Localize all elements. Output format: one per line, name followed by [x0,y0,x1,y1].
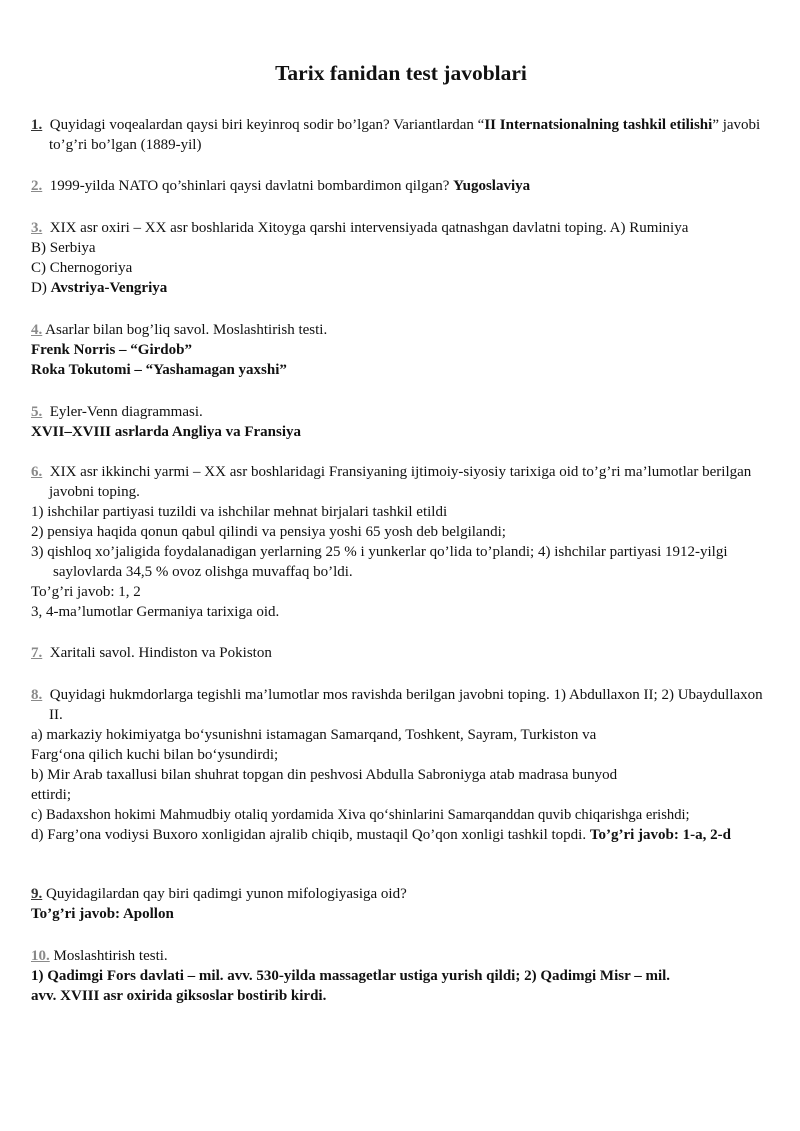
option-c: C) Chernogoriya [31,260,133,276]
question-text: Moslashtirish testi. [49,948,168,964]
option-d-label: D) [31,280,51,296]
answer-bold: II Internatsionalning tashkil etilishi [484,117,713,133]
question-text: 1999-yilda NATO qo’shinlari qaysi davlatni bombardimon qilgan? [49,178,454,194]
question-number: 8. [31,687,43,703]
question-number: 9. [31,886,43,902]
answer-line: To’g’ri javob: Apollon [31,906,174,922]
question-text: Xaritali savol. Hindiston va Pokiston [49,645,272,661]
question-8 [31,685,771,845]
option-d-text: d) Farg’ona vodiysi Buxoro xonligidan ajralib chiqib, mustaqil Qo’qon xonligi tashkil topdi. [31,827,590,843]
question-10 [31,946,691,1006]
question-text: Quyidagi hukmdorlarga tegishli ma’lumotlar mos ravishda berilgan javobni toping. 1) Abdullaxon II; 2) Ubaydullaxon II. [49,687,763,723]
answer-bold: To’g’ri javob: 1-a, 2-d [589,827,731,843]
answer-bold: Yugoslaviya [453,178,531,194]
question-text: Quyidagi voqealardan qaysi biri keyinroq sodir bo’lgan? Variantlardan “ [49,117,485,133]
question-9 [31,884,771,924]
question-text: XIX asr ikkinchi yarmi – XX asr boshlaridagi Fransiyaning ijtimoiy-siyosiy tarixiga oid to’g’ri ma’lumotlar berilgan javobni toping. [49,464,752,500]
question-text: Eyler-Venn diagrammasi. [49,404,203,420]
question-text: Asarlar bilan bog’liq savol. Moslashtirish testi. [42,322,328,338]
question-number: 7. [31,645,43,661]
answer-line: 1) Qadimgi Fors davlati – mil. avv. 530-yilda massagetlar ustiga yurish qildi; 2) Qadimgi Misr – mil. avv. XVIII asr oxirida giksoslar bostirib kirdi. [31,968,671,1004]
question-tail: ” javobi to’g’ri bo’lgan (1889-yil) [49,117,761,153]
question-number: 3. [31,220,43,236]
answer-line: To’g’ri javob: 1, 2 [31,584,141,600]
question-number: 10. [31,948,50,964]
option-a-line-2: Farg‘ona qilich kuchi bilan bo‘ysundirdi; [31,747,279,763]
question-2 [31,176,771,196]
question-text: Quyidagilardan qay biri qadimgi yunon mifologiyasiga oid? [42,886,407,902]
question-5 [31,402,771,442]
answer-line: XVII–XVIII asrlarda Angliya va Fransiya [31,424,302,440]
page-title: Tarix fanidan test javoblari [275,61,527,85]
option-1: 1) ishchilar partiyasi tuzildi va ishchilar mehnat birjalari tashkil etildi [31,504,448,520]
question-number: 1. [31,117,43,133]
answer-bold: Avstriya-Vengriya [50,280,168,296]
note-line: 3, 4-ma’lumotlar Germaniya tarixiga oid. [31,604,280,620]
question-number: 2. [31,178,43,194]
answer-line-2: Roka Tokutomi – “Yashamagan yaxshi” [31,362,287,378]
question-7 [31,643,771,663]
question-number: 4. [31,322,43,338]
question-1 [31,115,789,155]
question-6 [31,462,771,622]
option-b: B) Serbiya [31,240,96,256]
question-number: 5. [31,404,43,420]
option-3: 3) qishloq xo’jaligida foydalanadigan yerlarning 25 % i yunkerlar qo’lida to’plandi; 4) ishchilar partiyasi 1912-yilgi saylovlarda 34,5 % ovoz olishga muvaffaq bo’ldi. [31,544,728,580]
option-a-line-1: a) markaziy hokimiyatga bo‘ysunishni istamagan Samarqand, Toshkent, Sayram, Turkiston va [31,727,597,743]
option-c: c) Badaxshon hokimi Mahmudbiy otaliq yordamida Xiva qo‘shinlarini Samarqanddan quvib chiqarishga erishdi; [31,807,690,823]
option-d [31,278,771,298]
question-3 [31,218,771,298]
option-d [31,825,771,845]
option-b-line-2: ettirdi; [31,787,71,803]
answer-line-1: Frenk Norris – “Girdob” [31,342,192,358]
question-4 [31,320,771,380]
question-number: 6. [31,464,43,480]
question-text: XIX asr oxiri – XX asr boshlarida Xitoyga qarshi intervensiyada qatnashgan davlatni toping. A) Ruminiya [49,220,689,236]
option-b-line-1: b) Mir Arab taxallusi bilan shuhrat topgan din peshvosi Abdulla Sabroniyga atab madrasa bunyod [31,767,618,783]
option-2: 2) pensiya haqida qonun qabul qilindi va pensiya yoshi 65 yosh deb belgilandi; [31,524,506,540]
